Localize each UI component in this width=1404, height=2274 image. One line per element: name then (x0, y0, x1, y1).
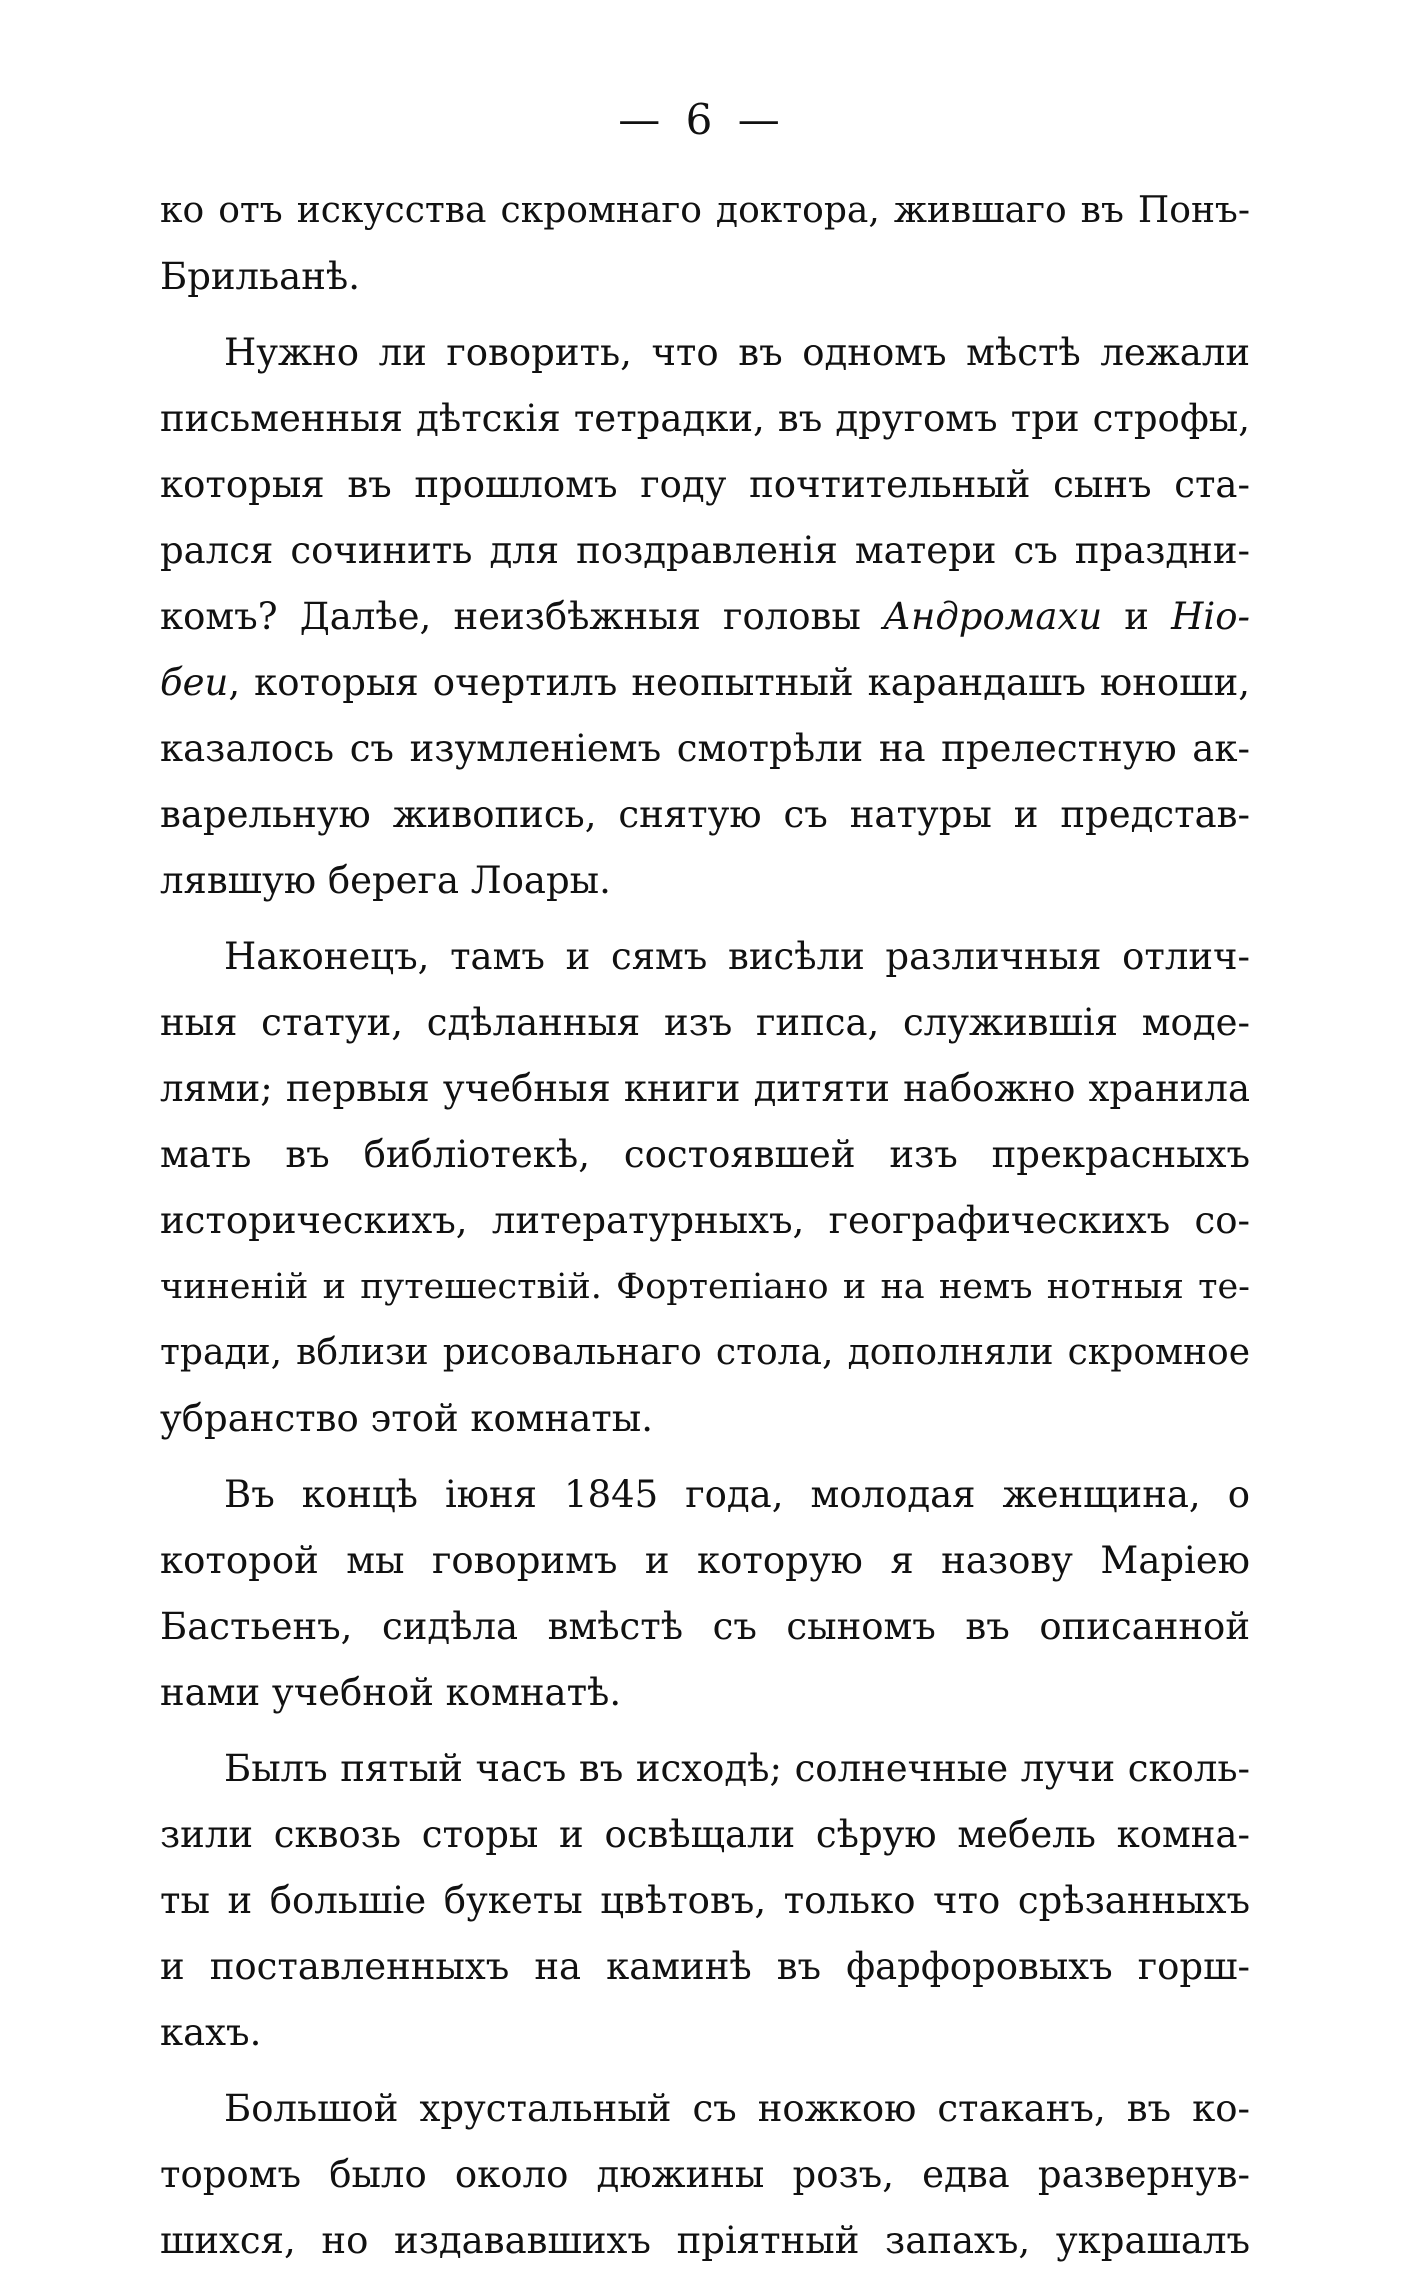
text-line: кахъ. (160, 2011, 262, 2054)
text-line: Брильанѣ. (160, 255, 360, 298)
text-line-with-italics (160, 584, 1250, 650)
text-line: чиненій и путешествій. Фортепіано и на немъ нотныя те- (160, 1267, 1250, 1307)
text-line: казалось съ изумленіемъ смотрѣли на прелестную ак- (160, 727, 1250, 770)
text-line: и поставленныхъ на каминѣ въ фарфоровыхъ горш- (160, 1945, 1250, 1988)
text-line: Наконецъ, тамъ и сямъ висѣли различныя отлич- (224, 935, 1250, 978)
text-line: лявшую берега Лоары. (160, 859, 611, 902)
text-line: ныя статуи, сдѣланныя изъ гипса, служившія моде- (160, 1001, 1250, 1044)
text-line: шихся, но издававшихъ пріятный запахъ, украшалъ (160, 2219, 1250, 2262)
page-number: — 6 — (618, 95, 786, 144)
text-line: которыя въ прошломъ году почтительный сынъ ста- (160, 463, 1250, 506)
paragraph-5 (160, 1736, 1250, 2066)
text-line: зили сквозь сторы и освѣщали сѣрую мебель комна- (160, 1813, 1250, 1856)
text-line: которой мы говоримъ и которую я назову Маріею (160, 1539, 1250, 1582)
text-line: тради, вблизи рисовальнаго стола, дополняли скромное (160, 1332, 1250, 1373)
text-line: Большой хрустальный съ ножкою стаканъ, въ ко- (224, 2087, 1250, 2130)
paragraph-3 (160, 924, 1250, 1452)
text-line: ко отъ искусства скромнаго доктора, жившаго въ Понъ- (160, 190, 1250, 231)
text-line: Нужно ли говорить, что въ одномъ мѣстѣ лежали (224, 331, 1250, 374)
text-line: лями; первыя учебныя книги дитяти набожно хранила (160, 1067, 1250, 1110)
text-line: торомъ было около дюжины розъ, едва развернув- (160, 2153, 1250, 2196)
text-line: ты и большіе букеты цвѣтовъ, только что срѣзанныхъ (160, 1879, 1250, 1922)
paragraph-4 (160, 1462, 1250, 1726)
text-line: убранство этой комнаты. (160, 1397, 653, 1440)
text-line: нами учебной комнатѣ. (160, 1671, 622, 1714)
text-line: Въ концѣ іюня 1845 года, молодая женщина, о (224, 1473, 1250, 1516)
paragraph-6 (160, 2076, 1250, 2274)
italic-name: Андромахи (882, 595, 1103, 638)
paragraph-2 (160, 320, 1250, 914)
italic-name: Ніо- (1171, 595, 1250, 638)
text-fragment: , которыя очертилъ неопытный карандашъ юноши, (228, 661, 1250, 704)
italic-name: беи (160, 661, 229, 704)
text-line: историческихъ, литературныхъ, географическихъ со- (160, 1199, 1250, 1242)
text-line: письменныя дѣтскія тетрадки, въ другомъ три строфы, (160, 397, 1250, 440)
paragraph-1 (160, 178, 1250, 310)
text-line: рался сочинить для поздравленія матери съ праздни- (160, 529, 1250, 572)
text-line: Бастьенъ, сидѣла вмѣстѣ съ сыномъ въ описанной (160, 1605, 1250, 1648)
text-line: варельную живопись, снятую съ натуры и представ- (160, 793, 1250, 836)
text-fragment: и (1102, 595, 1172, 638)
text-line-with-italics (160, 650, 1250, 716)
text-line: мать въ библіотекѣ, состоявшей изъ прекрасныхъ (160, 1133, 1250, 1176)
text-fragment: комъ? Далѣе, неизбѣжныя головы (160, 595, 883, 638)
text-line: Былъ пятый часъ въ исходѣ; солнечные лучи сколь- (224, 1747, 1250, 1790)
body-text (160, 178, 1250, 2274)
